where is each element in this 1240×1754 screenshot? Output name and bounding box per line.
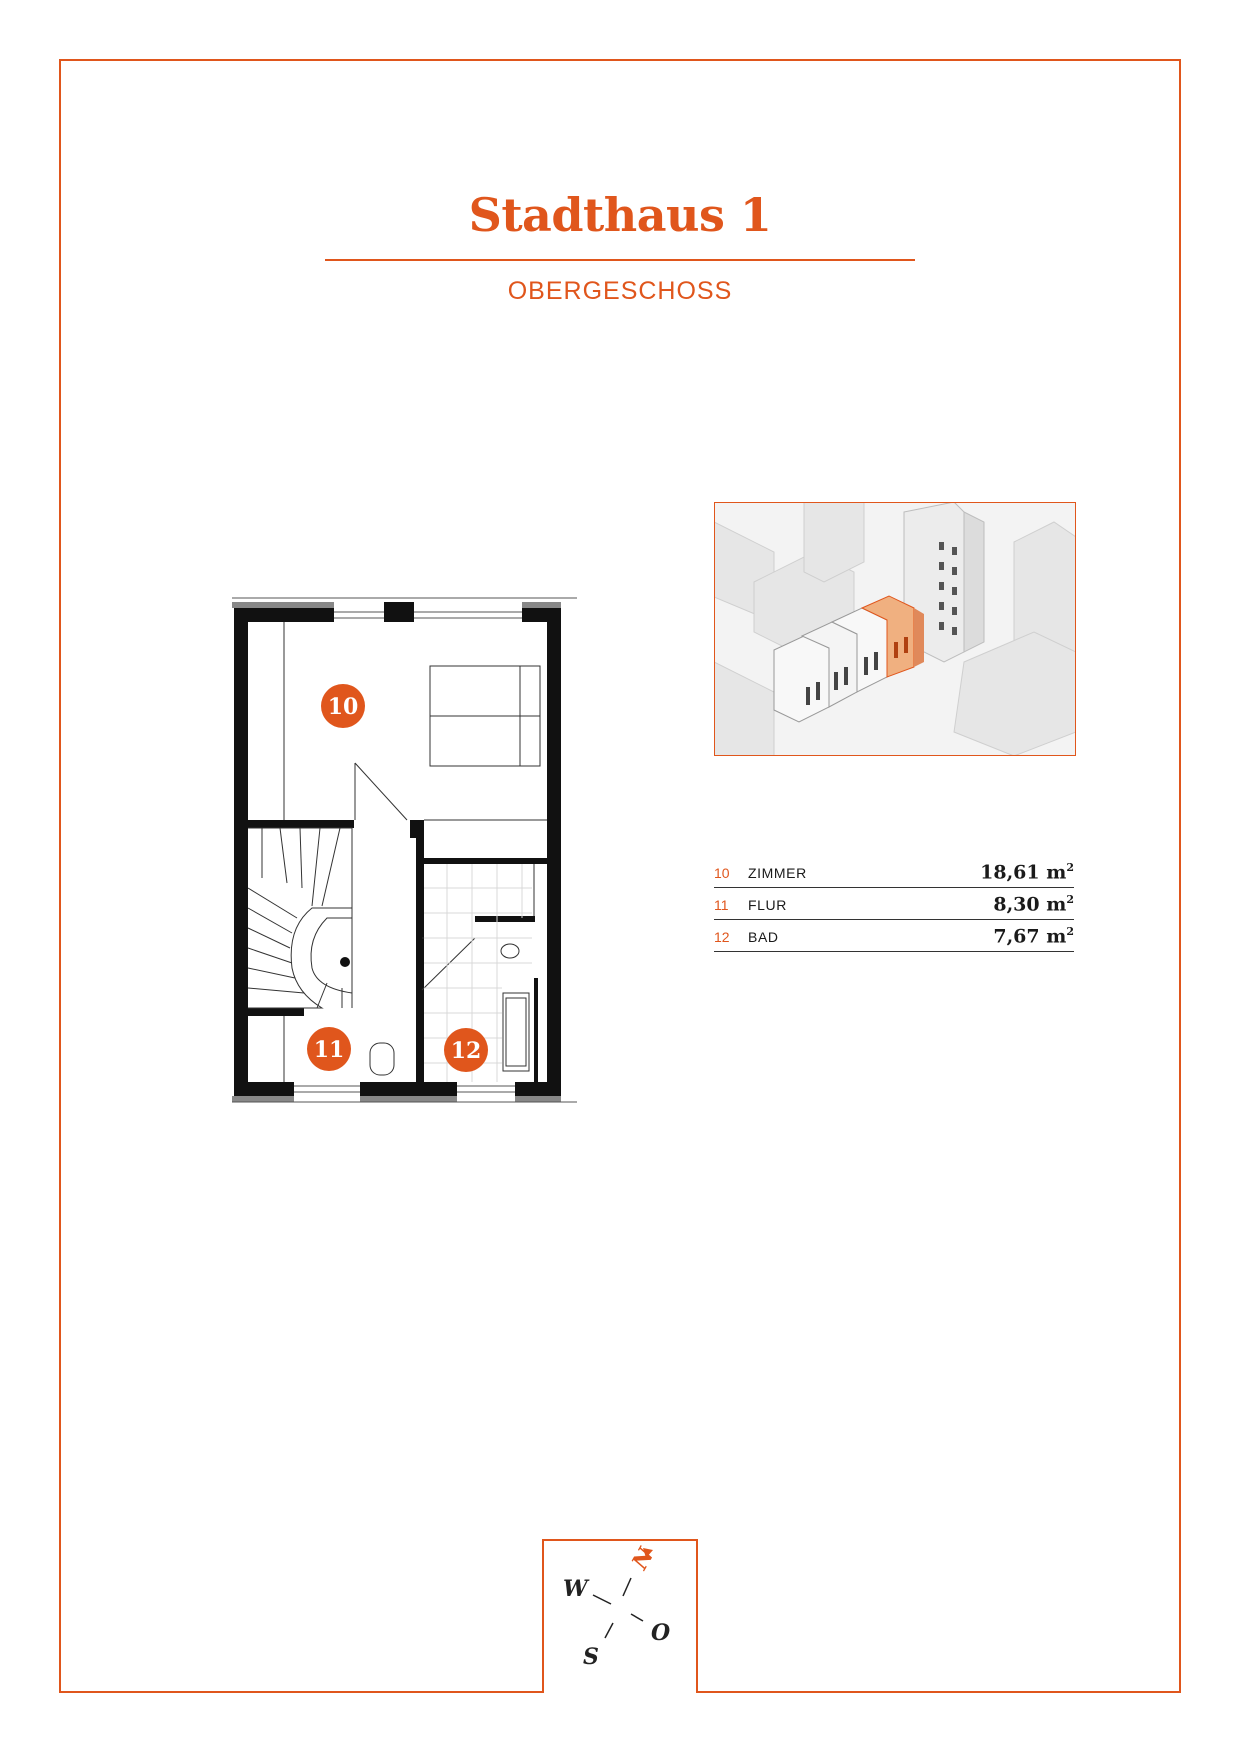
title-divider: [325, 259, 915, 261]
room-area-table: [714, 856, 1074, 952]
room-number: 12: [714, 929, 730, 945]
isometric-building-view: [714, 502, 1076, 756]
compass-south: S: [583, 1644, 599, 1670]
floor-subtitle: OBERGESCHOSS: [507, 277, 733, 305]
room-name: BAD: [748, 929, 779, 945]
room-marker-11: [307, 1027, 351, 1071]
room-name: ZIMMER: [748, 865, 807, 881]
room-area: 7,67 $m^2$: [993, 924, 1074, 947]
table-row: [714, 856, 1074, 888]
page-title: Stadthaus 1: [468, 188, 772, 242]
svg-text:11: 11: [313, 1037, 345, 1063]
compass-east: O: [651, 1620, 671, 1646]
room-marker-12: [444, 1028, 488, 1072]
room-area: 8,30 $m^2$: [993, 892, 1074, 915]
room-number: 11: [714, 897, 729, 913]
table-row: [714, 920, 1074, 952]
wall-east: [547, 608, 561, 1096]
floor-plan: [232, 588, 577, 1123]
compass-north: N: [626, 1543, 660, 1574]
compass-west: W: [563, 1576, 588, 1602]
room-area: 18,61 $m^2$: [980, 860, 1074, 883]
table-row: [714, 888, 1074, 920]
svg-text:10: 10: [327, 694, 359, 720]
room-marker-10: [321, 684, 365, 728]
room-name: FLUR: [748, 897, 787, 913]
wall-west: [234, 608, 248, 1096]
compass-rose: [543, 1538, 697, 1690]
svg-text:12: 12: [450, 1038, 482, 1064]
room-number: 10: [714, 865, 730, 881]
